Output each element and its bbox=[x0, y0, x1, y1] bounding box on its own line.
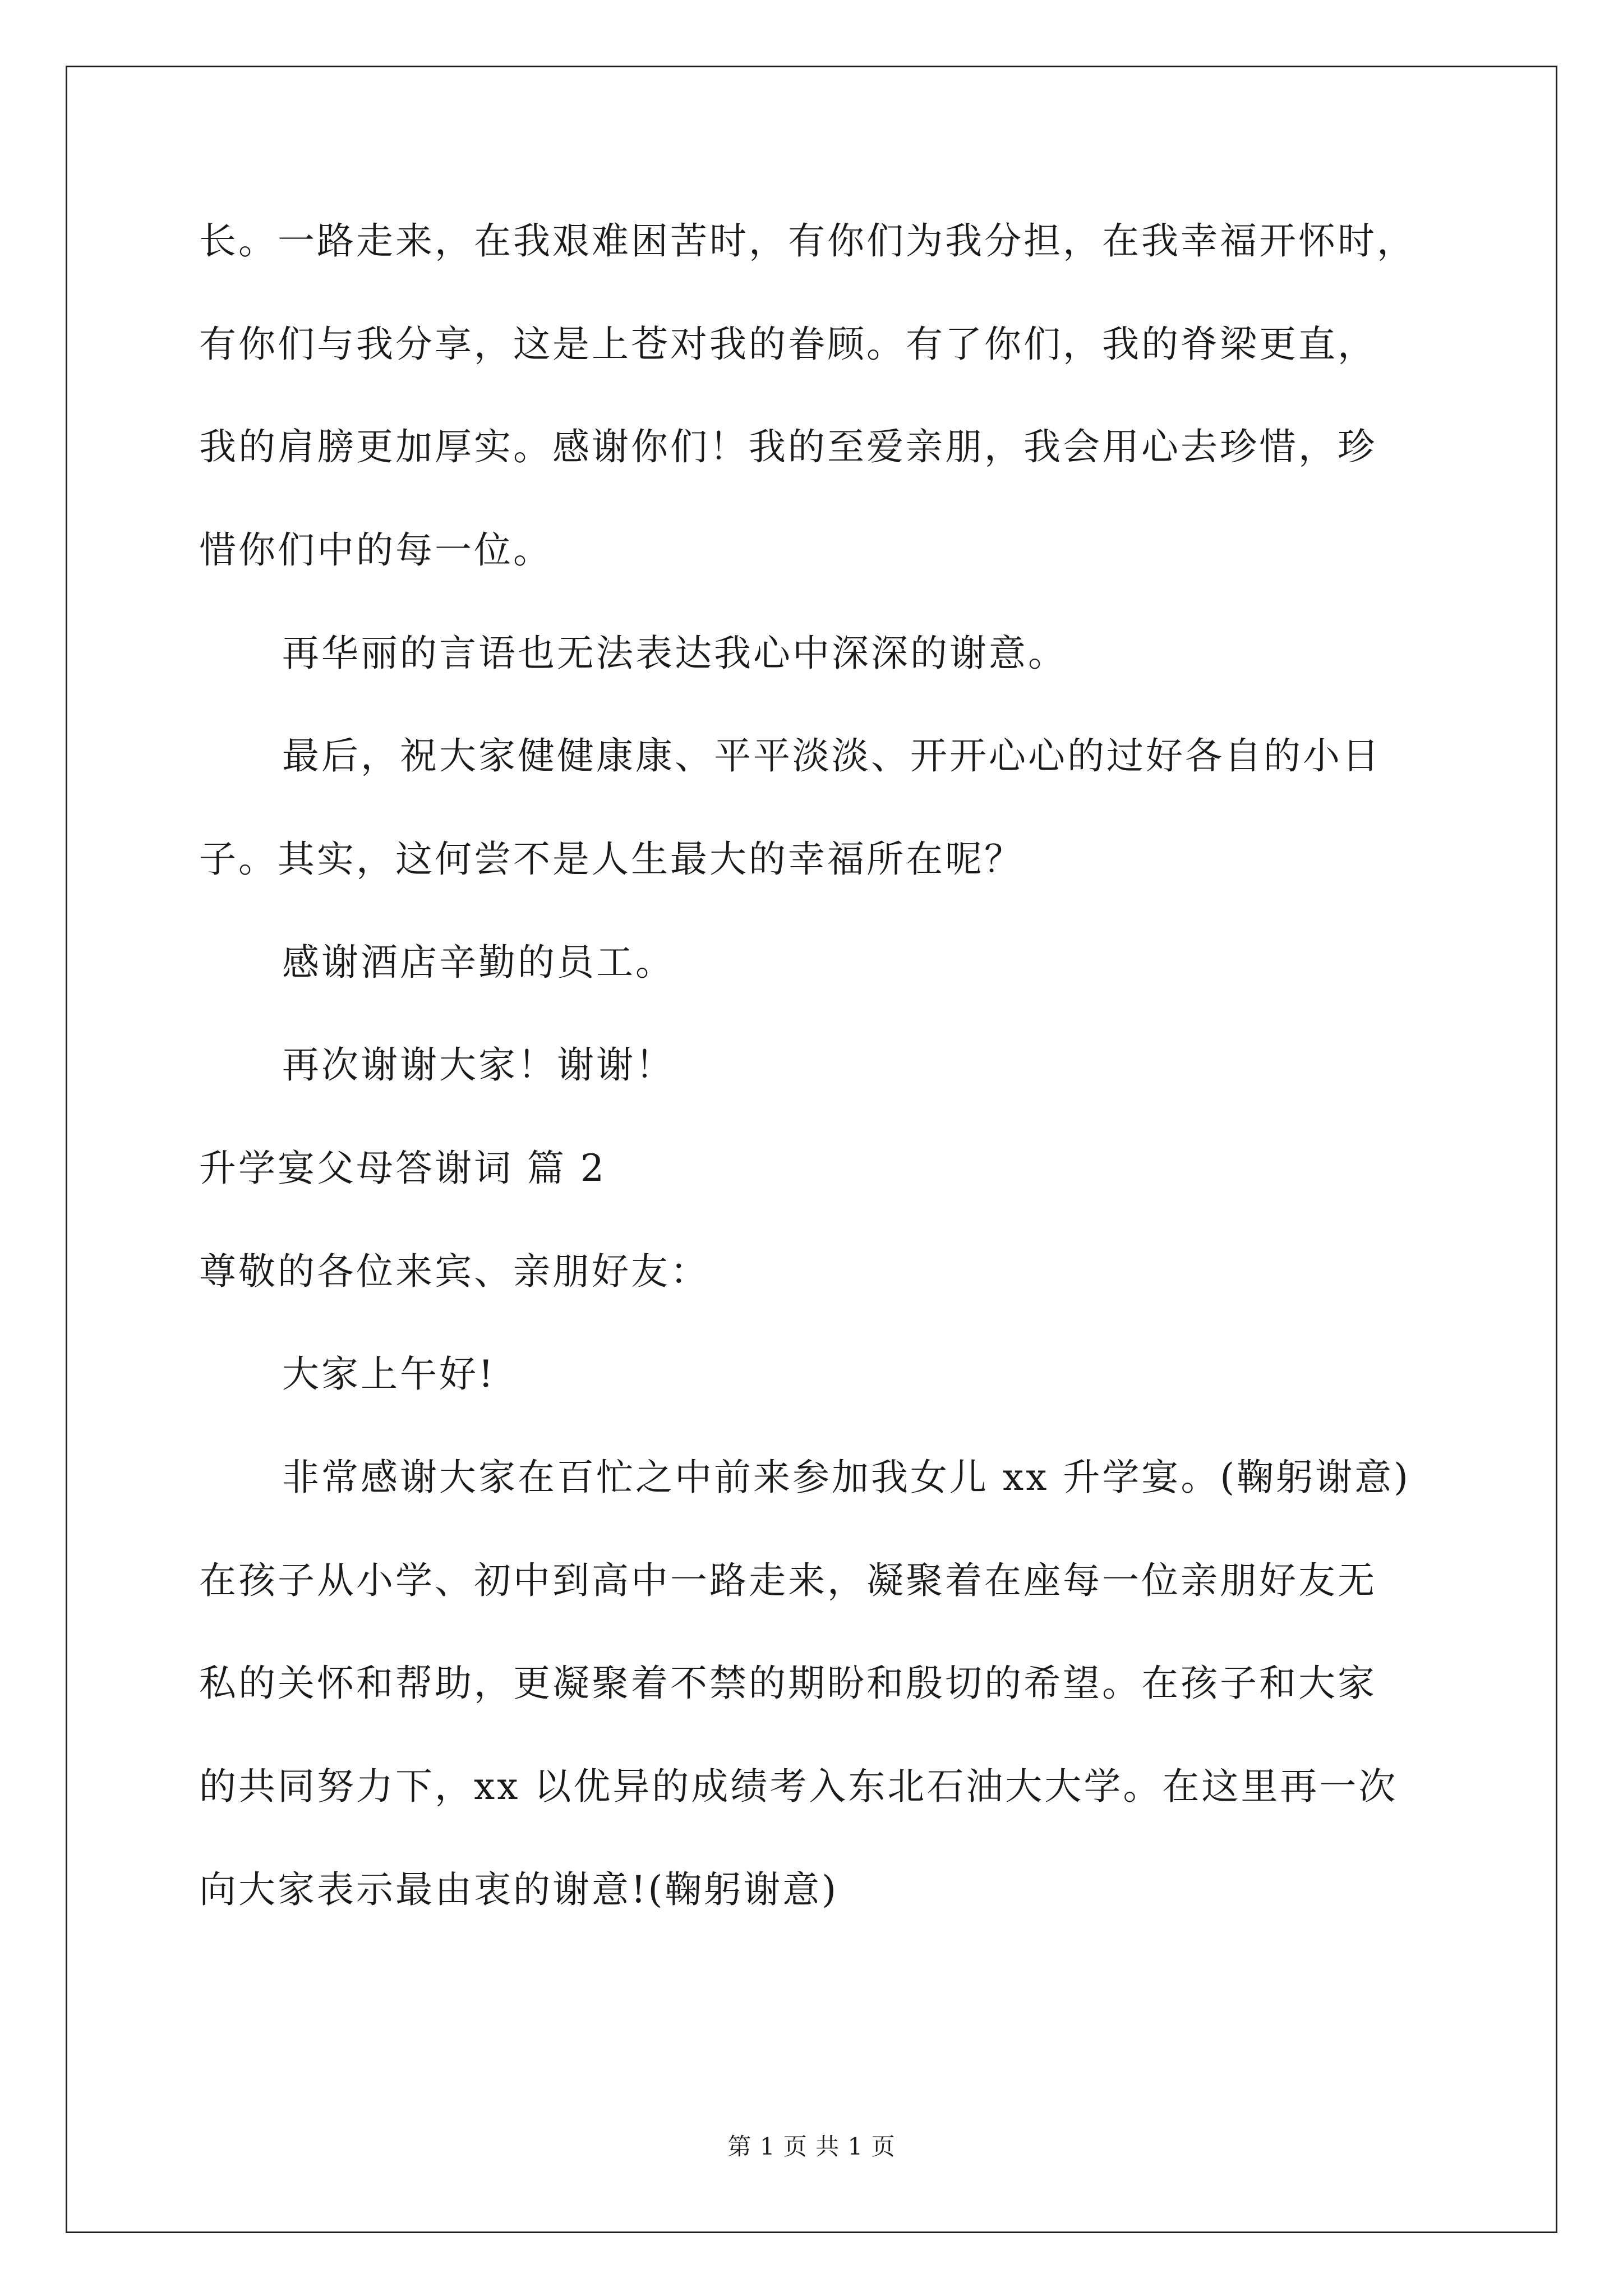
paragraph-line: 非常感谢大家在百忙之中前来参加我女儿 xx 升学宴。(鞠躬谢意) bbox=[282, 1456, 1410, 1499]
text-line: 私的关怀和帮助，更凝聚着不禁的期盼和殷切的希望。在孩子和大家 bbox=[199, 1662, 1377, 1705]
page-footer: 第 1 页 共 1 页 bbox=[727, 2133, 896, 2160]
paragraph-line: 最后，祝大家健健康康、平平淡淡、开开心心的过好各自的小日 bbox=[282, 734, 1381, 777]
text-line: 惜你们中的每一位。 bbox=[199, 528, 552, 572]
text-line: 子。其实，这何尝不是人生最大的幸福所在呢？ bbox=[199, 838, 1023, 881]
text-line: 长。一路走来，在我艰难困苦时，有你们为我分担，在我幸福开怀时， bbox=[199, 219, 1416, 263]
greeting: 大家上午好! bbox=[282, 1352, 496, 1396]
text-line: 向大家表示最由衷的谢意!(鞠躬谢意) bbox=[199, 1868, 839, 1911]
text-line: 有你们与我分享，这是上苍对我的眷顾。有了你们，我的脊梁更直， bbox=[199, 323, 1377, 366]
paragraph-line: 再次谢谢大家！谢谢！ bbox=[282, 1043, 675, 1087]
paragraph-line: 感谢酒店辛勤的员工。 bbox=[282, 941, 675, 984]
text-line: 在孩子从小学、初中到高中一路走来，凝聚着在座每一位亲朋好友无 bbox=[199, 1559, 1377, 1602]
paragraph-line: 再华丽的言语也无法表达我心中深深的谢意。 bbox=[282, 632, 1067, 675]
text-line: 我的肩膀更加厚实。感谢你们！我的至爱亲朋，我会用心去珍惜，珍 bbox=[199, 425, 1377, 468]
salutation: 尊敬的各位来宾、亲朋好友： bbox=[199, 1250, 709, 1293]
section-heading: 升学宴父母答谢词 篇 2 bbox=[199, 1147, 606, 1190]
text-line: 的共同努力下，xx 以优异的成绩考入东北石油大大学。在这里再一次 bbox=[199, 1765, 1398, 1808]
